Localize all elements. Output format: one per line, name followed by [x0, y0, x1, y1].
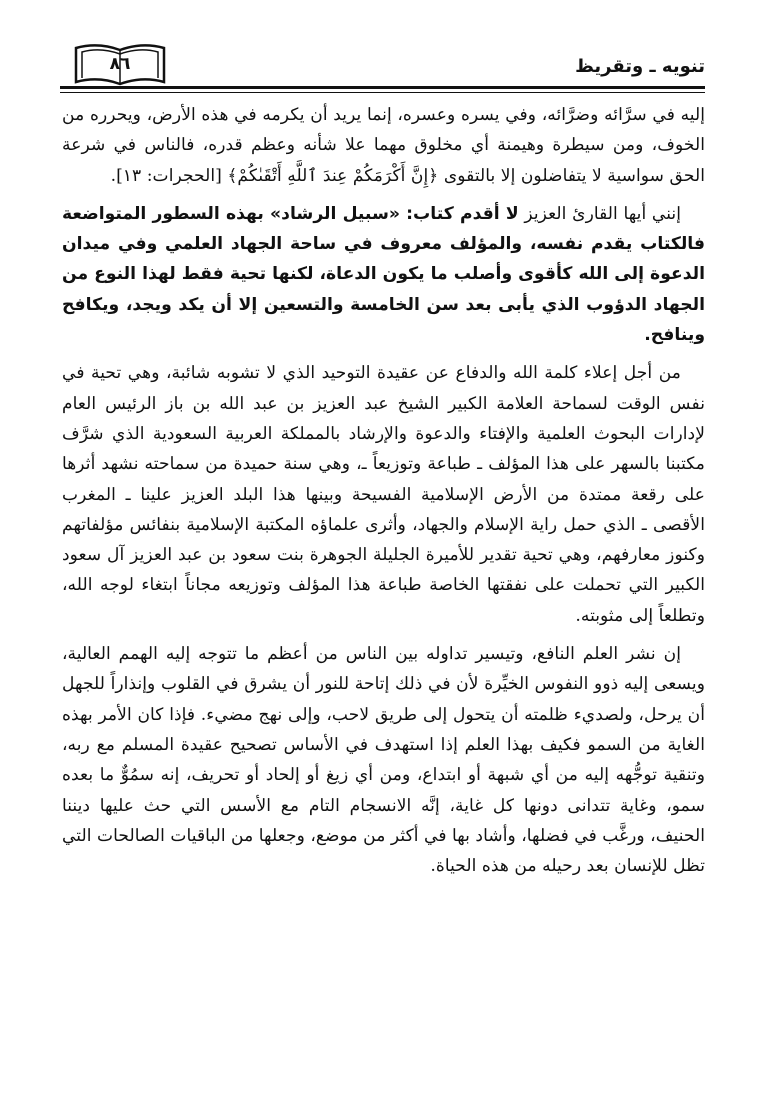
paragraph-2-bold: لا أقدم كتاب: «سبيل الرشاد» بهذه السطور المتواضعة فالكتاب يقدم نفسه، والمؤلف معروف في ساحة الجهاد العلمي وفي ميدان الدعوة إلى الله كأقوى وأصلب ما يكون الدعاة، لكنها تحية فقط لهذا النوع من الجهاد الدؤوب الذي يأبى بعد سن الخامسة والتسعين إلا أن يكد ويجد، ويكافح وينافح. [62, 203, 705, 346]
paragraph-1 [62, 100, 705, 191]
verse-reference: [الحجرات: ١٣]. [110, 165, 228, 186]
running-header [60, 42, 705, 92]
paragraph-2 [62, 199, 705, 350]
paragraph-4: إن نشر العلم النافع، وتيسير تداوله بين الناس من أعظم ما تتوجه إليه الهمم العالية، ويسعى إليه ذوو النفوس الخيِّرة لأن في ذلك إتاحة للنور أن يشرق في القلوب وإنذاراً للجهل أن يرحل، ولصديء ظلمته أن يتحول إلى طريق لاحب، وإلى نهج مضيء. فإذا كان الأمر بهذه الغاية من السمو فكيف بهذا العلم إذا استهدف في الأساس تصحيح عقيدة المسلم مع ربه، وتنقية توجُّهه إليه من أي شبهة أو ابتداع، ومن أي زيغ أو إلحاد أو تحريف، إنه سمُوٌّ ما بعده سمو، وغاية تتدانى دونها كل غاية، إنَّه الانسجام التام مع الأسس التي حث عليها ديننا الحنيف، ورغَّب في فضلها، وأشاد بها في أكثر من موضع، وجعلها من الباقيات الصالحات التي تظل للإنسان بعد رحيله من هذه الحياة. [61, 644, 705, 877]
header-divider [60, 86, 705, 93]
paragraph-1-text: إليه في سرَّائه وضرَّائه، وفي يسره وعسره، إنما يريد أن يكرمه في هذه الأرض، ويحرره من الخوف، ومن سيطرة وهيمنة أي مخلوق مهما علا شأنه وعظم قدره، فالناس في شرعة الحق سواسية لا يتفاضلون إلا بالتقوى [62, 105, 705, 186]
page-title: تنويه ـ وتقريظ [575, 56, 705, 77]
paragraph-2-intro: إنني أيها القارئ العزيز [518, 203, 681, 224]
page-number: ٨٦ [109, 54, 131, 74]
paragraph-3: من أجل إعلاء كلمة الله والدفاع عن عقيدة التوحيد الذي لا تشوبه شائبة، وهي تحية في نفس الوقت لسماحة العلامة الكبير الشيخ عبد العزيز بن عبد الله بن باز الرئيس العام لإدارات البحوث العلمية والإفتاء والدعوة والإرشاد بالمملكة العربية السعودية الذي شرَّف مكتبنا بالسهر على هذا المؤلف ـ طباعة وتوزيعاً ـ، وهي سنة حميدة من سماحته نشهد أثرها على رقعة ممتدة من الأرض الإسلامية الفسيحة وبينها هذا البلد العزيز علينا ـ المغرب الأقصى ـ الذي حمل راية الإسلام والجهاد، وأثرى علماؤه المكتبة الإسلامية بنفائس مؤلفاتهم وكنوز معارفهم، وهي تحية تقدير للأميرة الجليلة الجوهرة بنت سعود بن عبد العزيز آل سعود الكبير التي تحملت على نفقتها الخاصة طباعة هذا المؤلف وتوزيعه مجاناً ابتغاء لوجه الله، وتطلعاً إلى مثوبته. [62, 363, 705, 626]
page-body [62, 100, 705, 889]
quran-verse: ﴿إِنَّ أَكْرَمَكُمْ عِندَ ٱللَّهِ أَتْقَىٰكُمْ﴾ [227, 165, 439, 186]
